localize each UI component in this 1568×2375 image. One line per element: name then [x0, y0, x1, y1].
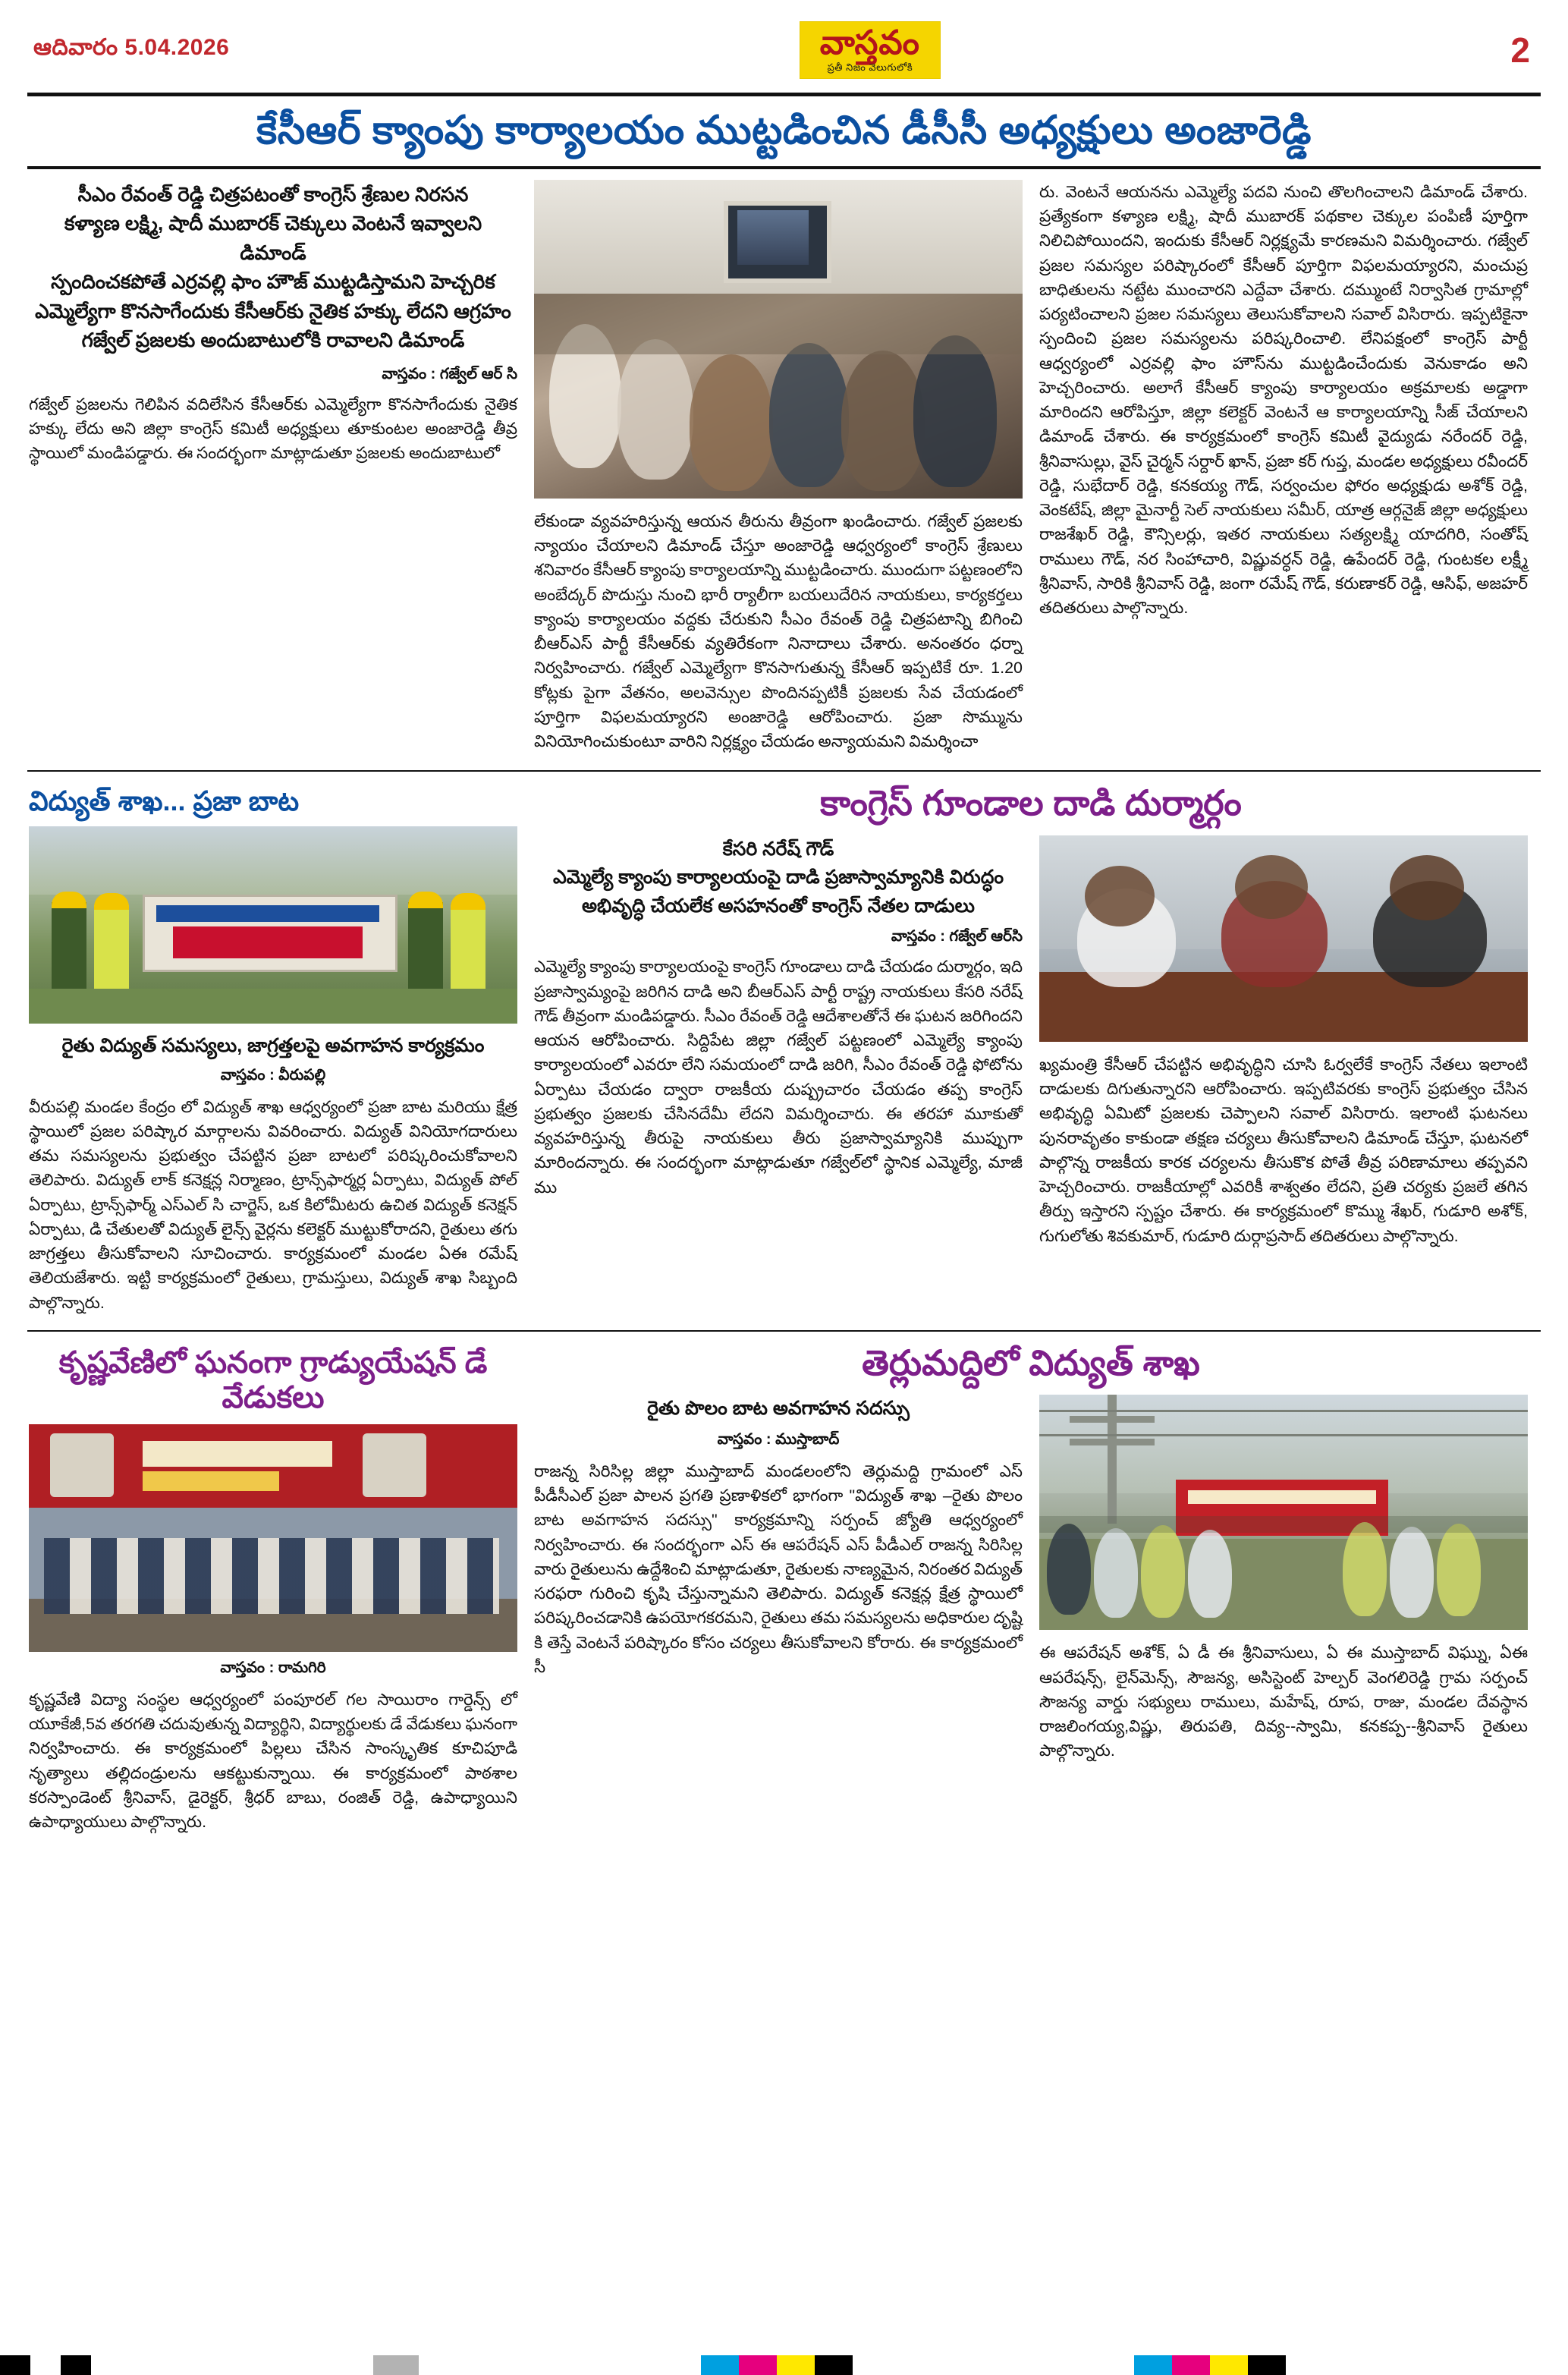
congress-attack-column-left — [534, 835, 1023, 1248]
lead-column-left — [29, 180, 517, 754]
publication-date: ఆదివారం 5.04.2026 — [33, 34, 230, 60]
story-congress-attack — [534, 781, 1528, 1315]
lead-story — [26, 180, 1542, 754]
graduation-headline: కృష్ణవేణిలో ఘనంగా గ్రాడ్యుయేషన్ డే వేడుకలు — [58, 1345, 488, 1414]
congress-attack-text-right: ఖ్యమంత్రి కేసీఆర్ చేపట్టిన అభివృద్ధిని చూసి ఓర్వలేకే కాంగ్రెస్ నేతలు ఇలాంటి దాడులకు దిగుతున్నారని ఆరోపించారు. ఇప్పటివరకు కాంగ్రెస్ ప్రభుత్వం చేసిన అభివృద్ధి ఏమిటో ప్రజలకు చెప్పాలని సవాల్ విసిరారు. ఇలాంటి ఘటనలు పునరావృతం కాకుండా తక్షణ చర్యలు తీసుకోవాలని డిమాండ్ చేస్తూ, ఘటనలో పాల్గొన్న రాజకీయ కారక చర్యలను తీసుకొక పోతే తీవ్ర పరిణామాలు తప్పవని హెచ్చరించారు. రాజకీయాల్లో ఎవరికీ శాశ్వతం లేదని, ప్రతి చర్యకు ప్రజలే తగిన తీర్పు ఇస్తారని స్పష్టం చేశారు. ఈ కార్యక్రమంలో కొమ్ము శేఖర్, గుడూరి అశోక్, గుగులోతు శివకుమార్, గుడూరి దుర్గాప్రసాద్ తదితరులు పాల్గొన్నారు. — [1039, 1055, 1528, 1245]
lead-text-right: రు. వెంటనే ఆయనను ఎమ్మెల్యే పదవి నుంచి తొలగించాలని డిమాండ్ చేశారు. ప్రత్యేకంగా కళ్యాణ లక్ష్మి, షాదీ ముబారక్ పథకాల చెక్కుల పంపిణీ పూర్తిగా నిలిచిపోయిందని, ఇందుకు కేసీఆర్ నిర్లక్ష్యమే కారణమని విమర్శించారు. గజ్వేల్ ప్రజల సమస్యల పరిష్కారంలో కేసీఆర్ పూర్తిగా విఫలమయ్యారని, మంచుప్ర బాధితులను నట్టేట ముంచారని ఎద్దేవా చేశారు. దమ్ముంటే నిర్వాసిత గ్రామాల్లో పర్యటించాలని ప్రజల సమస్యలు తెలుసుకోవాలని సవాల్ విసిరారు. ఇప్పటికైనా స్పందించి ప్రజల సమస్యలను పరిష్కరించాలి. లేనిపక్షంలో కాంగ్రెస్ పార్టీ ఆధ్వర్యంలో ఎర్రవల్లి ఫాం హౌస్‌ను ముట్టడించేందుకు వెనుకాడం అని హెచ్చరించారు. అలాగే కేసీఆర్ క్యాంపు కార్యాలయం అక్రమాలకు అడ్డాగా మారిందని ఆరోపిస్తూ, జిల్లా కలెక్టర్ వెంటనే ఆ కార్యాలయాన్ని సీజ్ చేయాలని డిమాండ్ చేశారు. ఈ కార్యక్రమంలో కాంగ్రెస్ కమిటీ వైద్యుడు నరేందర్ రెడ్డి, శ్రీనివాసుల్లు, వైస్ చైర్మన్ సర్దార్ ఖాన్, ప్రజా కర్ గుప్త, మండల అధ్యక్షులు రవీందర్ రెడ్డి, సుభేదార్ రెడ్డి, కనకయ్య గౌడ్, సర్వంచుల ఫోరం అధ్యక్షుడు అశోక్ రెడ్డి, వెంకటేష్, జిల్లా మైనార్టీ సెల్ నాయకులు సమీర్, యాత్ర ఆర్గనైజ్ జిల్లా అధ్యక్షులు రాజశేఖర్ రెడ్డి, కౌన్సిలర్లు, ఇతర నాయకులు సత్యలక్ష్మి యాదగిరి, సంతోష్ రాములు గౌడ్, నర సింహాచారి, విష్ణువర్ధన్ రెడ్డి, ఉపేందర్ రెడ్డి, గుంటకల లక్ష్మీ శ్రీనివాస్, సారికి శ్రీనివాస్ రెడ్డి, జంగా రమేష్ గౌడ్, కరుణాకర్ రెడ్డి, ఆసిఫ్, అజహర్ తదితరులు పాల్గొన్నారు. — [1039, 182, 1528, 618]
graduation-text: కృష్ణవేణి విద్యా సంస్థల ఆధ్వర్యంలో పంపూరల్ గల సాయిరాం గార్డెన్స్ లో యూకేజీ,5వ తరగతి చదువుతున్న విద్యార్థిని, విద్యార్థులకు డే వేడుకలు ఘనంగా నిర్వహించారు. ఈ కార్యక్రమంలో పిల్లలు చేసిన సాంస్కృతిక కూచిపూడి నృత్యాలు తల్లిదండ్రులను ఆకట్టుకున్నాయి. ఈ కార్యక్రమంలో పాఠశాల కరస్పాండెంట్ శ్రీనివాస్, డైరెక్టర్, శ్రీధర్ బాబు, రంజిత్ రెడ్డి, ఉపాధ్యాయిని ఉపాధ్యాయులు పాల్గొన్నారు. — [29, 1690, 517, 1832]
print-color-bar — [0, 2355, 1568, 2375]
headline-rule — [27, 166, 1541, 169]
lead-photo-protest — [534, 180, 1023, 499]
congress-attack-text-left: ఎమ్మెల్యే క్యాంపు కార్యాలయంపై కాంగ్రెస్ గూండాలు దాడి చేయడం దుర్మార్గం, ఇది ప్రజాస్వామ్యంపై జరిగిన దాడి అని బీఆర్ఎస్ పార్టీ రాష్ట్ర నాయకులు కేసరి నరేష్ గౌడ్ తీవ్రంగా మండిపడ్డారు. సీఎం రేవంత్ రెడ్డి ఆదేశాలతోనే ఈ ఘటన జరిగిందని ఆయన ఆరోపించారు. సిద్దిపేట జిల్లా గజ్వేల్ పట్టణంలో ఎమ్మెల్యే క్యాంపు కార్యాలయంలో ఎవరూ లేని సమయంలో దాడి జరిగి, సీఎం రేవంత్ రెడ్డి ఫోటోను ఏర్పాటు చేయడం ద్వారా రాజకీయ దుష్ప్రచారం చేయడం తప్ప కాంగ్రెస్ ప్రభుత్వం ప్రజలకు చేసినదేమీ లేదని విమర్శించారు. ఈ తరహా మూకుతో వ్యవహరిస్తున్న తీరుపై నాయకులు తీరు ప్రజాస్వామ్యానికి ముప్పుగా మారిందన్నారు. ఈ సందర్భంగా మాట్లాడుతూ గజ్వేల్‌లో స్థానిక ఎమ్మెల్యే, మాజీ ము — [534, 958, 1023, 1197]
graduation-photo — [29, 1424, 517, 1652]
electricity-caption: రైతు విద్యుత్ సమస్యలు, జాగ్రత్తలపై అవగాహన కార్యక్రమం — [61, 1034, 485, 1056]
story-graduation — [29, 1341, 517, 1835]
congress-attack-byline: వాస్తవం : గజ్వేల్ ఆర్‌సి — [891, 928, 1023, 945]
terlumaddi-photo — [1039, 1395, 1528, 1630]
lead-column-right — [1039, 180, 1528, 754]
page-number: 2 — [1510, 30, 1530, 70]
lead-byline: వాస్తవం : గజ్వేల్ ఆర్ సి — [382, 365, 517, 382]
terlumaddi-column-right — [1039, 1395, 1528, 1763]
electricity-headline: విద్యుత్ శాఖ... ప్రజా బాట — [29, 785, 300, 817]
lead-column-middle — [534, 180, 1023, 754]
masthead — [26, 0, 1542, 90]
lead-text-middle: లేకుండా వ్యవహరిస్తున్న ఆయన తీరును తీవ్రంగా ఖండించారు. గజ్వేల్ ప్రజలకు న్యాయం చేయాలని డిమాండ్ చేస్తూ అంజారెడ్డి ఆధ్వర్యంలో కాంగ్రెస్ శ్రేణులు శనివారం కేసీఆర్ క్యాంపు కార్యాలయాన్ని ముట్టడించారు. ముందుగా పట్టణంలోని అంబేద్కర్ పొదుస్తు నుంచి భారీ ర్యాలీగా బయలుదేరిన నాయకులు, కార్యకర్తలు క్యాంపు కార్యాలయం వద్దకు చేరుకుని సీఎం రేవంత్ రెడ్డి చిత్రపటాన్ని బిగించి బీఆర్ఎస్ పార్టీ కేసీఆర్‌కు వ్యతిరేకంగా నినాదాలు చేశారు. అనంతరం ధర్నా నిర్వహించారు. గజ్వేల్ ఎమ్మెల్యేగా కొనసాగుతున్న కేసీఆర్ ఇప్పటికే రూ. 1.20 కోట్లకు పైగా వేతనం, అలవెన్సుల పొందినప్పటికీ ప్రజలకు సేవ చేయడంలో పూర్తిగా విఫలమయ్యారని అంజారెడ్డి ఆరోపించారు. ప్రజా సొమ్మును వినియోగించుకుంటూ వారిని నిర్లక్ష్యం చేయడం అన్యాయమని విమర్శించా — [534, 511, 1023, 751]
congress-attack-deck: కేసరి నరేష్ గౌడ్ ఎమ్మెల్యే క్యాంపు కార్యాలయంపై దాడి ప్రజాస్వామ్యానికి విరుద్ధం అభివృద్ధి చేయలేక అసహనంతో కాంగ్రెస్ నేతల దాడులు — [552, 838, 1004, 917]
logo-tagline: ప్రతీ నిజం వెలుగులోకి — [827, 61, 913, 73]
lead-bottom-rule — [27, 770, 1541, 772]
terlumaddi-text-left: రాజన్న సిరిసిల్ల జిల్లా ముస్తాబాద్ మండలంలోని తెర్లుమద్ది గ్రామంలో ఎస్ పీడీసీఎల్ ప్రజా పాలన ప్రగతి ప్రణాళికలో భాగంగా "విద్యుత్ శాఖ –రైతు పొలం బాట అవగాహన సదస్సు" కార్యక్రమాన్ని సర్పంచ్ జ్యోతి ఆధ్వర్యంలో నిర్వహించారు. ఈ సందర్భంగా ఎస్ ఈ ఆపరేషన్ ఎస్ పీడీఎల్ రాజన్న సిరిసిల్ల వారు రైతులును ఉద్దేశించి మాట్లాడుతూ, రైతులకు నాణ్యమైన, నిరంతర విద్యుత్ సరఫరా గురించి కృషి చేస్తున్నామని తెలిపారు. విద్యుత్ కనెక్షన్ల క్షేత్ర స్థాయిలో పరిష్కరించడానికి ఉపయోగకరమని, రైతులు తమ సమస్యలను అధికారుల దృష్టి కి తెస్తే వెంటనే పరిష్కారం కోసం చర్యలు తీసుకోవాలని కోరారు. ఈ కార్యక్రమంలో సీ — [534, 1461, 1023, 1676]
electricity-text: వీరుపల్లి మండల కేంద్రం లో విద్యుత్ శాఖ ఆధ్వర్యంలో ప్రజా బాట మరియు క్షేత్ర స్థాయిలో ప్రజల పరిష్కార మార్గాలను వివరించారు. విద్యుత్ వినియోగదారులు తమ సమస్యలను ప్రభుత్వం చేపట్టిన ప్రజా బాటలో పరిష్కరించుకోవాలని తెలిపారు. విద్యుత్ లాక్ కనెక్షన్ల నిర్మాణం, ట్రాన్స్‌ఫార్మర్ల ఏర్పాటు, విద్యుత్ పోల్ ఏర్పాటు, ట్రాన్స్‌ఫార్మ్ ఎస్ఎల్ సి చార్జెస్, ఒక కిలోమీటరు ఉచిత విద్యుత్ కనెక్షన్ ఏర్పాటు, డి చేతులతో విద్యుత్ లైన్స్ వైర్లను కలెక్టర్ ముట్టుకోరాదని, రైతులు తగు జాగ్రత్తలు తీసుకోవాలని సూచించారు. కార్యక్రమంలో మండల ఏఈ రమేష్ తెలియజేశారు. ఇట్టి కార్యక్రమంలో రైతులు, గ్రామస్తులు, విద్యుత్ శాఖ సిబ్బంది పాల్గొన్నారు. — [29, 1097, 517, 1312]
terlumaddi-headline: తెర్లుమద్దిలో విద్యుత్ శాఖ — [862, 1342, 1200, 1383]
third-section-rule — [27, 1330, 1541, 1332]
congress-attack-photo — [1039, 835, 1528, 1042]
terlumaddi-byline: వాస్తవం : ముస్తాబాద్ — [717, 1430, 840, 1448]
lead-headline: కేసీఆర్ క్యాంపు కార్యాలయం ముట్టడించిన డీసీసీ అధ్యక్షులు అంజారెడ్డి — [256, 109, 1312, 153]
lead-subhead: సీఎం రేవంత్ రెడ్డి చిత్రపటంతో కాంగ్రెస్ శ్రేణుల నిరసన కళ్యాణ లక్ష్మి, షాదీ ముబారక్ చెక్కులు వెంటనే ఇవ్వాలని డిమాండ్ స్పందించకపోతే ఎర్రవల్లి ఫాం హౌజ్ ముట్టడిస్తామని హెచ్చరిక ఎమ్మెల్యేగా కొనసాగేందుకు కేసీఆర్‌కు నైతిక హక్కు లేదని ఆగ్రహం గజ్వేల్ ప్రజలకు అందుబాటులోకి రావాలని డిమాండ్ — [35, 182, 511, 352]
logo-title: వాస్తవం — [819, 24, 920, 61]
congress-attack-column-right — [1039, 835, 1528, 1248]
congress-attack-headline: కాంగ్రెస్ గూండాల దాడి దుర్మార్గం — [820, 783, 1242, 823]
lead-text-left: గజ్వేల్ ప్రజలను గెలిపిన వదిలేసిన కేసీఆర్‌కు ఎమ్మెల్యేగా కొనసాగేందుకు నైతిక హక్కు లేదు అని జిల్లా కాంగ్రెస్ కమిటీ అధ్యక్షులు తూకుంటల అంజారెడ్డి తీవ్ర స్థాయిలో మండిపడ్డారు. ఈ సందర్భంగా మాట్లాడుతూ ప్రజలకు అందుబాటులో — [29, 395, 517, 463]
electricity-byline: వాస్తవం : వీరుపల్లి — [220, 1066, 326, 1084]
story-electricity — [29, 781, 517, 1315]
graduation-byline: వాస్తవం : రామగిరి — [220, 1659, 326, 1676]
terlumaddi-column-left — [534, 1395, 1023, 1763]
story-terlumaddi — [534, 1341, 1528, 1835]
terlumaddi-subhead: రైతు పొలం బాట అవగాహన సదస్సు — [647, 1398, 910, 1420]
third-section — [26, 1341, 1542, 1835]
electricity-photo — [29, 826, 517, 1024]
terlumaddi-text-right: ఈ ఆపరేషన్ అశోక్, ఏ డీ ఈ శ్రీనివాసులు, ఏ ఈ ముస్తాబాద్ విఘ్ను, ఏఈ ఆపరేషన్స్, లైన్‌మెన్స్, సౌజన్య, అసిస్టెంట్ హెల్పర్ వెంగలిరెడ్డి గ్రామ సర్పంచ్ సౌజన్య వార్డు సభ్యులు రాములు, మహేష్, రూప, రాజు, మండల దేవస్థాన రాజలింగయ్య,విష్ణు, తిరుపతి, దివ్య--స్వామి, కనకప్ప--శ్రీనివాస్ రైతులు పాల్గొన్నారు. — [1039, 1644, 1528, 1760]
newspaper-logo — [800, 21, 941, 79]
second-section — [26, 781, 1542, 1315]
